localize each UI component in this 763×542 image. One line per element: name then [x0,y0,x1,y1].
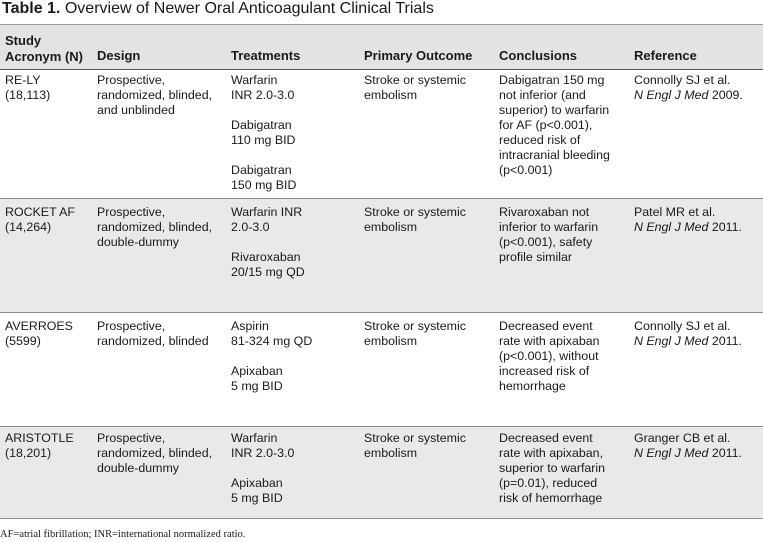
table-title-label: Table 1. [2,0,61,17]
cell-design: Prospective, randomized, blinded, and unblinded [97,73,213,117]
cell-primary-outcome: Stroke or systemic embolism [364,205,466,234]
cell-conclusions: Decreased event rate with apixaban (p<0.001), without increased risk of hemorrhage [499,319,600,393]
header-reference: Reference [634,48,697,63]
cell-primary-outcome: Stroke or systemic embolism [364,431,466,460]
table-header [0,24,763,70]
reference-journal: N Engl J Med [634,88,709,102]
cell-primary-outcome: Stroke or systemic embolism [364,319,466,348]
cell-treatments: Warfarin INR 2.0-3.0 Rivaroxaban 20/15 mg QD [231,205,305,279]
cell-study: RE-LY (18,113) [5,73,51,102]
reference-year: 2011. [708,334,742,348]
cell-conclusions: Rivaroxaban not inferior to warfarin (p<0.001), safety profile similar [499,205,599,264]
reference-authors: Granger CB et al. [634,431,731,445]
cell-design: Prospective, randomized, blinded, double-dummy [97,431,213,475]
table-title [2,0,434,20]
header-design: Design [97,48,141,63]
cell-reference [634,73,762,103]
reference-journal: N Engl J Med [634,220,709,234]
table-footnote: AF=atrial fibrillation; INR=international normalized ratio. [0,529,246,540]
table-row [0,427,763,519]
cell-conclusions: Decreased event rate with apixaban, superior to warfarin (p=0.01), reduced risk of hemorrhage [499,431,606,505]
cell-design: Prospective, randomized, blinded [97,319,209,348]
cell-reference [634,431,762,461]
reference-journal: N Engl J Med [634,446,709,460]
cell-conclusions: Dabigatran 150 mg not inferior (and superior) to warfarin for AF (p<0.001), reduced risk of intracranial bleeding (p<0.001) [499,73,610,177]
cell-reference [634,205,762,235]
cell-primary-outcome: Stroke or systemic embolism [364,73,466,102]
reference-journal: N Engl J Med [634,334,709,348]
reference-authors: Patel MR et al. [634,205,716,219]
table-row [0,70,763,199]
cell-treatments: Aspirin 81-324 mg QD Apixaban 5 mg BID [231,319,313,393]
header-study: Study Acronym (N) [5,33,84,64]
table-row [0,199,763,313]
cell-study: ARISTOTLE (18,201) [5,431,74,460]
cell-study: AVERROES (5599) [5,319,73,348]
cell-study: ROCKET AF (14,264) [5,205,75,234]
cell-reference [634,319,762,349]
cell-treatments: Warfarin INR 2.0-3.0 Apixaban 5 mg BID [231,431,295,505]
reference-year: 2011. [708,446,742,460]
cell-design: Prospective, randomized, blinded, double-dummy [97,205,213,249]
reference-authors: Connolly SJ et al. [634,73,731,87]
header-conclusions: Conclusions [499,48,578,63]
header-primary-outcome: Primary Outcome [364,48,473,63]
header-treatments: Treatments [231,48,301,63]
reference-authors: Connolly SJ et al. [634,319,731,333]
table-row [0,313,763,427]
reference-year: 2011. [708,220,742,234]
reference-year: 2009. [708,88,743,102]
cell-treatments: Warfarin INR 2.0-3.0 Dabigatran 110 mg BID Dabigatran 150 mg BID [231,73,297,192]
table-title-text: Overview of Newer Oral Anticoagulant Clinical Trials [64,0,434,17]
